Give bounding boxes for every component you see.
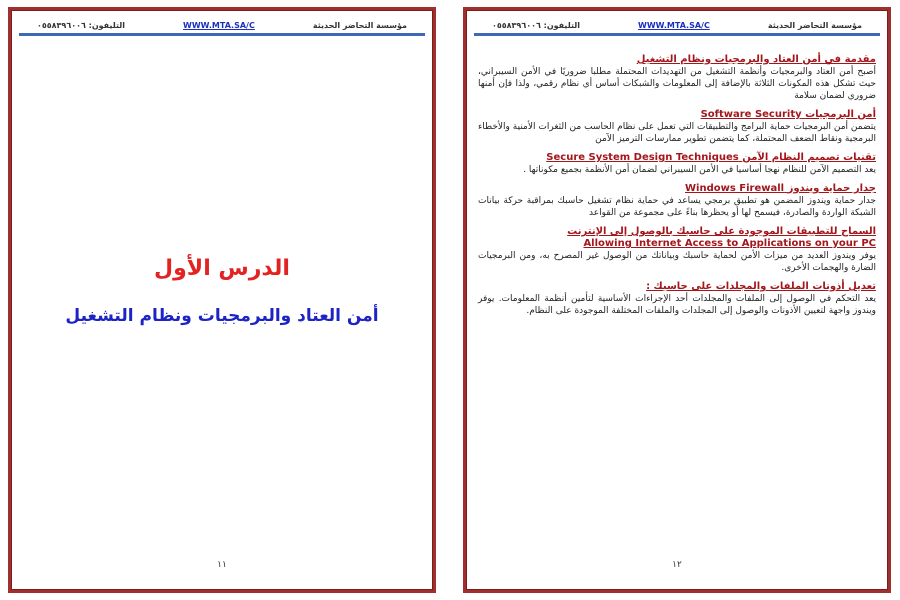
section-title-en: Secure System Design Techniques — [546, 152, 739, 163]
section-title-en: Windows Firewall — [685, 183, 785, 194]
section-title: تعديل أذونات الملفات والمجلدات على حاسبك : — [646, 281, 876, 292]
section-file-permissions — [478, 281, 876, 317]
page-content — [478, 54, 876, 324]
section-intro — [478, 54, 876, 102]
section-title-ar: جدار حماية ويندوز — [787, 183, 876, 194]
section-title — [478, 109, 876, 121]
section-body: أصبح أمن العتاد والبرمجيات وأنظمة التشغيل من التهديدات المحتملة مطلبا ضروريًا في الأمن السيبراني، حيث تشكل هذه المكونات الثلاثة بالإضافة إلى المعلومات والشبكات أساس أي نظام رقمي، ولذا فإن أمنها ضروري لضمان سلامة — [478, 67, 876, 101]
section-body: يعد التصميم الآمن للنظام نهجا أساسيا في الأمن السيبراني لضمان أمن الأنظمة بجميع مكوناتها . — [523, 165, 876, 175]
right-page — [463, 7, 891, 593]
page-header — [474, 18, 880, 36]
page-number: ١١ — [217, 560, 227, 570]
lesson-subtitle: أمن العتاد والبرمجيات ونظام التشغيل — [65, 306, 379, 326]
section-title-en: Allowing Internet Access to Applications on your PC — [583, 238, 876, 249]
section-windows-firewall — [478, 183, 876, 219]
lesson-title: الدرس الأول — [154, 256, 290, 281]
phone-number: التليفون: ٠٥٥٨٣٩٦٠٠٦ — [37, 21, 125, 30]
page-header — [19, 18, 425, 36]
page-number: ١٢ — [672, 560, 682, 570]
section-body: جدار حماية ويندوز المضمن هو تطبيق برمجي يساعد في حماية نظام تشغيل حاسبك بمراقبة حركة بيانات الشبكة الواردة والصادرة، فيسمح لها أو يحظرها بناءً على مجموعة من القواعد — [478, 196, 876, 218]
section-title-ar: تقنيات تصميم النظام الآمن — [742, 152, 876, 163]
org-name: مؤسسة التحاضر الحديثة — [312, 21, 407, 30]
org-name: مؤسسة التحاضر الحديثة — [767, 21, 862, 30]
section-body: يعد التحكم في الوصول إلى الملفات والمجلدات أحد الإجراءات الأساسية لتأمين أنظمة المعلومات. يوفر ويندوز واجهة لتعيين الأذونات والوصول إلى المجلدات والملفات المختلفة الموجودة على النظام. — [478, 294, 876, 316]
section-secure-design — [478, 152, 876, 176]
section-title-en: Software Security — [700, 109, 802, 120]
website-link[interactable]: WWW.MTA.SA/C — [183, 21, 255, 30]
section-internet-access — [478, 226, 876, 274]
section-title — [478, 183, 876, 195]
phone-number: التليفون: ٠٥٥٨٣٩٦٠٠٦ — [492, 21, 580, 30]
section-title: مقدمة في أمن العتاد والبرمجيات ونظام التشغيل — [636, 54, 876, 65]
section-body: يوفر ويندوز العديد من ميزات الأمن لحماية حاسبك وبياناتك من الوصول غير المصرح به، ومن البرمجيات الضارة والهجمات الأخرى. — [478, 251, 876, 273]
section-title: السماح للتطبيقات الموجودة على حاسبك بالوصول إلى الإنترنت — [567, 226, 876, 237]
section-title — [478, 152, 876, 164]
section-software-security — [478, 109, 876, 145]
website-link[interactable]: WWW.MTA.SA/C — [638, 21, 710, 30]
section-title-ar: أمن البرمجيات — [805, 109, 876, 120]
section-body: يتضمن أمن البرمجيات حماية البرامج والتطبيقات التي تعمل على نظام الحاسب من الثغرات الأمنية والأخطاء البرمجية ونقاط الضعف المحتملة، كما يتضمن تطوير ممارسات الترميز الآمن — [478, 122, 876, 144]
left-page — [8, 7, 436, 593]
